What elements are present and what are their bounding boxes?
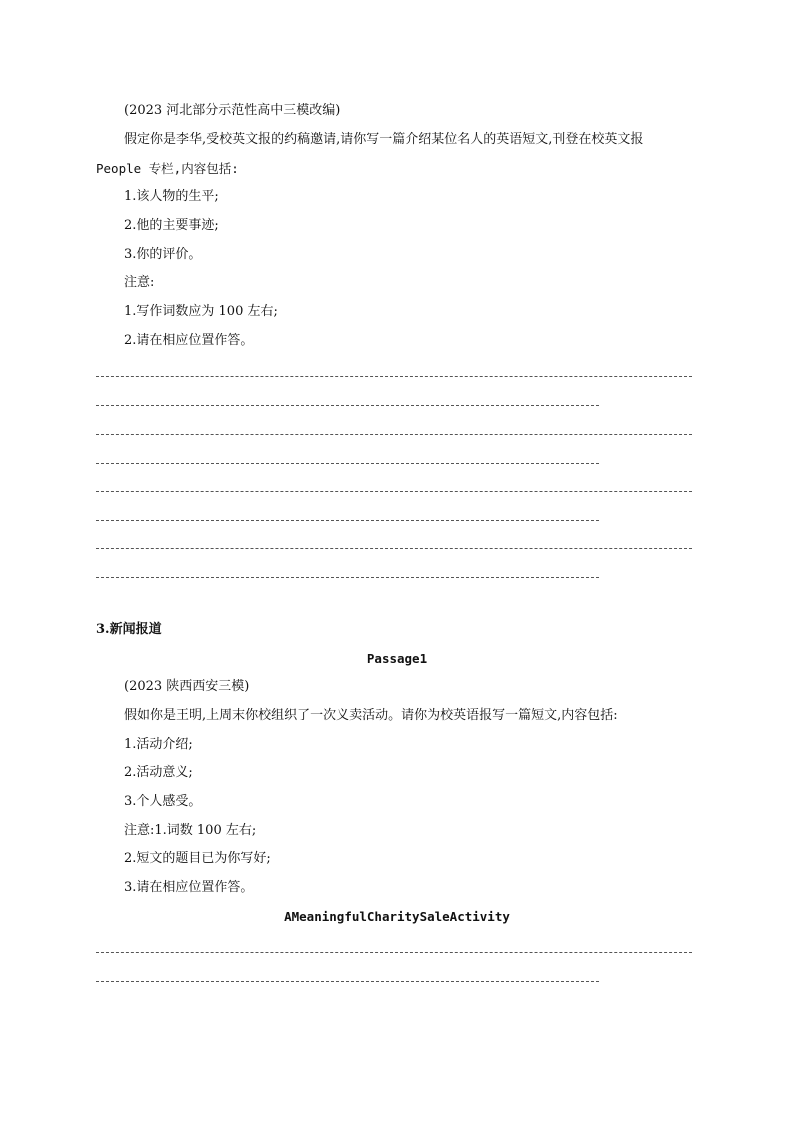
passage-title: Passage1	[366, 651, 428, 666]
note-2: 2.请在相应位置作答。	[124, 333, 254, 348]
note-label: 注意:	[124, 275, 155, 290]
answer-line	[96, 577, 599, 578]
point-3: 3.你的评价。	[124, 247, 202, 262]
point-2: 2.他的主要事迹;	[124, 218, 219, 233]
answer-line	[96, 405, 599, 406]
note-1: 注意:1.词数 100 左右;	[124, 823, 257, 838]
answer-line	[96, 376, 692, 377]
answer-line	[96, 520, 599, 521]
essay-title: AMeaningfulCharitySaleActivity	[284, 909, 510, 924]
answer-line	[96, 491, 692, 492]
prompt-line-1: 假定你是李华,受校英文报的约稿邀请,请你写一篇介绍某位名人的英语短文,刊登在校英文报	[124, 132, 644, 147]
point-1: 1.活动介绍;	[124, 737, 193, 752]
point-3: 3.个人感受。	[124, 794, 202, 809]
answer-line	[96, 981, 599, 982]
answer-line	[96, 434, 692, 435]
note-1: 1.写作词数应为 100 左右;	[124, 304, 278, 319]
point-2: 2.活动意义;	[124, 765, 193, 780]
source-note-1: (2023 河北部分示范性高中三模改编)	[124, 103, 341, 118]
point-1: 1.该人物的生平;	[124, 189, 219, 204]
note-3: 3.请在相应位置作答。	[124, 880, 254, 895]
answer-line	[96, 548, 692, 549]
note-2: 2.短文的题目已为你写好;	[124, 851, 271, 866]
answer-line	[96, 952, 692, 953]
source-note-2: (2023 陕西西安三模)	[124, 679, 250, 694]
section-heading: 3.新闻报道	[96, 622, 162, 637]
answer-line	[96, 463, 599, 464]
prompt-line: 假如你是王明,上周末你校组织了一次义卖活动。请你为校英语报写一篇短文,内容包括:	[124, 708, 618, 723]
prompt-line-2: People 专栏,内容包括:	[96, 161, 239, 176]
